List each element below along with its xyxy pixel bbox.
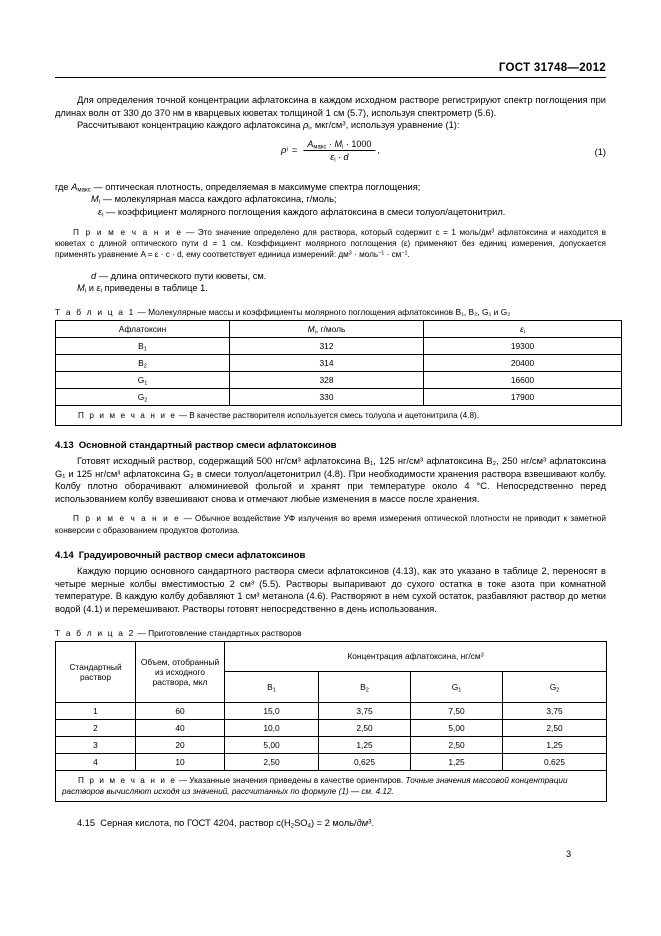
heading-4-13 xyxy=(55,440,606,451)
where-m-symbol: M xyxy=(91,194,99,205)
formula-fraction xyxy=(303,139,375,162)
constant-1000: 1000 xyxy=(351,138,372,149)
def-row-m xyxy=(55,282,606,295)
a-subscript: макс xyxy=(313,144,327,151)
table-2-note-label: П р и м е ч а н и е xyxy=(78,775,177,785)
def-d-text: — длина оптического пути кюветы, см. xyxy=(96,270,267,281)
rho-subscript: i xyxy=(308,124,310,132)
where-eps-symbol: ε xyxy=(98,206,103,217)
table-2-dash: — xyxy=(135,627,149,638)
page-content xyxy=(55,0,606,828)
section-4-15 xyxy=(55,818,606,828)
cell-mass: 314 xyxy=(230,354,424,371)
where-eps-sub: i xyxy=(102,211,104,219)
table-1-head xyxy=(56,320,622,337)
g2-letter: G xyxy=(549,681,557,692)
table-1-note-dash: — xyxy=(176,410,190,420)
cell-b2: 1,25 xyxy=(319,736,411,753)
table-row xyxy=(56,371,622,388)
b2-letter: B xyxy=(360,681,366,692)
intro-paragraph-2 xyxy=(55,119,606,132)
d-symbol: d xyxy=(343,151,349,162)
def-m-sub: i xyxy=(84,287,87,295)
section-4-13-body: Готовят исходный раствор, содержащий 500 нг/см³ афлатоксина B₁, 125 нг/см³ афлатоксина B₂, 250 нг/см³ афлатоксина G₁ и 125 нг/см³ афлатоксина G₂ в смеси толуол/ацетонитрил (4.8). При необходимости хранения раствора взвешивают колбу. Колбу плотно оборачивают алюминиевой фольгой и хранят при температуре около 4 °C. Непосредственно перед использованием колбу взвешивают снова и отмечают любые изменения в массе после хранения. xyxy=(55,455,606,504)
note-part-3: · моль xyxy=(351,250,379,260)
table-row xyxy=(56,337,622,354)
def-d-symbol: d xyxy=(91,270,97,281)
formula-numerator xyxy=(303,139,375,151)
table-2-col-g2 xyxy=(503,672,607,703)
cell-volume: 40 xyxy=(136,719,225,736)
heading-4-13-number: 4.13 xyxy=(55,439,74,451)
table-1-note xyxy=(56,405,622,425)
cell-b2: 0,625 xyxy=(319,753,411,770)
table-row xyxy=(56,388,622,405)
dot-3: · xyxy=(338,151,342,162)
note-label: П р и м е ч а н и е xyxy=(73,514,181,524)
def-row-d xyxy=(55,270,606,283)
aflatoxin-letter: G xyxy=(137,374,145,385)
where-row-eps xyxy=(55,206,606,219)
where-row-m xyxy=(55,193,606,206)
col-m-sub: i xyxy=(314,329,316,336)
where-a-text: — оптическая плотность, определяемая в максимуме спектра поглощения; xyxy=(90,181,421,192)
table-1-note-text: В качестве растворителя используется смесь толуола и ацетонитрила (4.8). xyxy=(189,410,480,420)
table-2-col-b1 xyxy=(225,672,319,703)
where-m-text: — молекулярная масса каждого афлатоксина, г/моль; xyxy=(100,194,337,205)
cell-epsilon: 19300 xyxy=(424,337,622,354)
cell-aflatoxin xyxy=(56,354,230,371)
cell-mass: 312 xyxy=(230,337,424,354)
b2-index: 2 xyxy=(365,687,369,694)
note-sup-3: −1 xyxy=(378,250,385,257)
dot-2: · xyxy=(345,138,349,149)
aflatoxin-letter: B xyxy=(138,357,144,368)
cell-b1: 10,0 xyxy=(225,719,319,736)
cell-epsilon: 17900 xyxy=(424,388,622,405)
dm-sup: 3 xyxy=(368,817,372,825)
note-sup-2: 3 xyxy=(348,250,352,257)
formula-note xyxy=(55,227,606,261)
rho-symbol: ρ xyxy=(302,120,309,131)
table-2-note xyxy=(56,770,607,801)
document-header xyxy=(55,0,606,77)
table-1-col-mass xyxy=(230,320,424,337)
table-2-note-row xyxy=(56,770,607,801)
table-row xyxy=(56,753,607,770)
cell-volume: 20 xyxy=(136,736,225,753)
heading-4-14-title: Градуировочный раствор смеси афлатоксинов xyxy=(78,550,306,562)
cell-solution: 4 xyxy=(56,753,136,770)
cell-b1: 15,0 xyxy=(225,702,319,719)
where-m-sub: i xyxy=(98,198,101,206)
col-eps-symbol: ε xyxy=(520,323,524,334)
b1-index: 1 xyxy=(272,687,276,694)
cell-mass: 330 xyxy=(230,388,424,405)
table-1-body xyxy=(56,337,622,425)
table-1-col-aflatoxin: Афлатоксин xyxy=(56,320,230,337)
table-2-body xyxy=(56,702,607,801)
table-2-col-concentration-group xyxy=(225,641,607,672)
note-dash: — xyxy=(180,514,196,524)
g1-index: 1 xyxy=(458,687,462,694)
formula-lhs: ρ xyxy=(280,144,287,156)
page-number: 3 xyxy=(566,849,572,859)
h2-sub: 2 xyxy=(290,822,295,830)
cell-volume: 60 xyxy=(136,702,225,719)
intro-p2-post: , используя уравнение (1): xyxy=(345,120,460,131)
cell-epsilon: 16600 xyxy=(424,371,622,388)
cell-g1: 5,00 xyxy=(411,719,503,736)
table-row xyxy=(56,354,622,371)
cell-b2: 3,75 xyxy=(319,702,411,719)
def-eps-sub: i xyxy=(100,287,102,295)
standard-number: ГОСТ 31748—2012 xyxy=(498,62,606,74)
header-divider xyxy=(55,77,606,78)
def-eps-symbol: ε xyxy=(96,283,101,294)
heading-4-14-number: 4.14 xyxy=(55,550,74,562)
col-m-symbol: M xyxy=(307,323,315,334)
cell-b2: 2,50 xyxy=(319,719,411,736)
where-definitions xyxy=(55,181,606,219)
def-m-text: приведены в таблице 1. xyxy=(101,283,208,294)
col-eps-sub: i xyxy=(523,329,525,336)
aflatoxin-index: 1 xyxy=(144,380,148,387)
note-sup-4: −1 xyxy=(401,250,408,257)
cell-b1: 2,50 xyxy=(225,753,319,770)
cell-volume: 10 xyxy=(136,753,225,770)
cell-mass: 328 xyxy=(230,371,424,388)
m-symbol: M xyxy=(334,138,342,149)
where-lead: где xyxy=(55,181,72,192)
table-row xyxy=(56,736,607,753)
note-part-4: · см xyxy=(384,250,402,260)
table-1-col-epsilon xyxy=(424,320,622,337)
section-4-13-note xyxy=(55,513,606,536)
epsilon-symbol: ε xyxy=(330,151,335,162)
aflatoxin-index: 1 xyxy=(143,346,147,353)
note-dash: — xyxy=(182,227,198,237)
table-2-col-solution: Стандартный раствор xyxy=(56,641,136,702)
section-4-15-pre: Серная кислота, по ГОСТ 4204, раствор c(H xyxy=(100,817,291,828)
table-1 xyxy=(55,320,622,426)
formula-block xyxy=(55,139,606,175)
note-sup-1: 3 xyxy=(491,228,495,235)
table-2-head xyxy=(56,641,607,702)
where-a-symbol: A xyxy=(71,181,78,192)
section-4-14-body: Каждую порцию основного сандартного раствора смеси афлатоксинов (4.13), как это указано в таблице 2, переносят в четыре мерные колбы вместимостью 2 см³ (5.5). Растворы выпаривают до сухого остатка в токе азота при комнатной температуре. В каждую колбу добавляют 1 см³ метанола (4.6). Растворяют в нем сухой остаток, разбавляют раствор до метки водой (4.1) и перемешивают. Растворы готовят непосредственно в день использования. xyxy=(55,566,606,614)
g2-index: 2 xyxy=(556,687,560,694)
section-4-15-number: 4.15 xyxy=(77,817,96,828)
formula-denominator xyxy=(326,151,352,162)
aflatoxin-letter: B xyxy=(138,340,144,351)
section-4-15-end: . xyxy=(371,817,375,828)
table-2-header-row-1 xyxy=(56,641,607,672)
b1-letter: B xyxy=(267,681,273,692)
g1-letter: G xyxy=(451,681,459,692)
def-m-symbol: M xyxy=(77,283,85,294)
a-symbol: A xyxy=(307,138,314,149)
cell-g2: 1,25 xyxy=(503,736,607,753)
table-2-caption xyxy=(55,628,606,638)
cell-g2: 2,50 xyxy=(503,719,607,736)
cell-b1: 5,00 xyxy=(225,736,319,753)
def-and: и xyxy=(86,283,97,294)
col-m-suffix: , г/моль xyxy=(315,323,346,334)
where-row-a xyxy=(55,181,606,194)
table-1-dash: — xyxy=(135,306,149,317)
table-1-caption xyxy=(55,307,606,317)
cell-solution: 1 xyxy=(56,702,136,719)
table-2-label: Т а б л и ц а 2 xyxy=(55,627,136,638)
table-1-header-row xyxy=(56,320,622,337)
table-2 xyxy=(55,641,607,802)
heading-4-14 xyxy=(55,550,606,561)
epsilon-subscript: i xyxy=(334,157,336,164)
note-part-1: Это значение определено для раствора, который содержит c = 1 моль/дм xyxy=(197,227,492,237)
intro-p2-pre: Рассчитывают концентрацию каждого афлатоксина xyxy=(77,120,303,131)
table-2-note-plain: Указанные значения приведены в качестве ориентиров. xyxy=(189,775,406,785)
cell-aflatoxin xyxy=(56,388,230,405)
cell-g1: 2,50 xyxy=(411,736,503,753)
section-4-15-post: ) = 2 моль/ xyxy=(310,817,357,828)
where-a-sub: макс xyxy=(77,186,91,194)
table-1-note-label: П р и м е ч а н и е xyxy=(78,410,177,420)
group-header-sup: 3 xyxy=(480,652,484,659)
intro-p2-mid: , мкг/см xyxy=(309,120,343,131)
cell-g2: 3,75 xyxy=(503,702,607,719)
table-1-label: Т а б л и ц а 1 xyxy=(55,306,136,317)
aflatoxin-letter: G xyxy=(137,391,145,402)
cell-aflatoxin xyxy=(56,337,230,354)
cm-cubed-sup: 3 xyxy=(342,120,346,128)
table-2-note-dash: — xyxy=(176,775,190,785)
table-2-col-volume: Объем, отобранный из исходного раствора, мкл xyxy=(136,641,225,702)
equation-1: ρ i = $\frac{A_{макс} \cdot M_i \cdot 1000}{\varepsilon_i \cdot d}$ , xyxy=(280,138,381,164)
formula-equals: = xyxy=(291,144,298,156)
heading-4-13-title: Основной стандартный раствор смеси афлатоксинов xyxy=(78,439,337,451)
table-2-col-b2 xyxy=(319,672,411,703)
note-text: Обычное воздействие УФ излучения во время измерения оптической плотности не приводит к заметной конверсии с образованием продуктов фотолиза. xyxy=(55,514,606,535)
table-1-title: Молекулярные массы и коэффициенты молярного поглощения афлатоксинов B₁, B₂, G₁ и G₂ xyxy=(148,306,511,317)
cell-epsilon: 20400 xyxy=(424,354,622,371)
formula-comma: , xyxy=(377,144,381,156)
section-4-15-mid: SO xyxy=(294,817,308,828)
intro-paragraph-1: Для определения точной концентрации афлатоксина в каждом исходном растворе регистрируют спектр поглощения при длинах волн от 330 до 370 нм в кварцевых кюветах толщиной 1 см (5.7), используя спектрометр (5.6). xyxy=(55,95,606,118)
m-subscript: i xyxy=(341,144,344,151)
table-2-title: Приготовление стандартных растворов xyxy=(148,627,302,638)
table-row xyxy=(56,702,607,719)
aflatoxin-index: 2 xyxy=(144,397,148,404)
cell-solution: 3 xyxy=(56,736,136,753)
table-2-note-italic: Точные значения массовой концентрации растворов вычисляют исходя из значений, рассчитанных по формуле (1) — см. 4.12. xyxy=(62,775,568,796)
dm-unit: дм xyxy=(356,817,369,828)
note-part-5: . xyxy=(407,250,410,260)
equation-number: (1) xyxy=(594,146,606,157)
dot-1: · xyxy=(328,138,332,149)
cell-solution: 2 xyxy=(56,719,136,736)
note-label: П р и м е ч а н и е xyxy=(73,227,183,237)
o4-sub: 4 xyxy=(307,822,311,830)
cell-aflatoxin xyxy=(56,371,230,388)
group-header-text: Концентрация афлатоксина, нг/см xyxy=(347,651,481,662)
cell-g1: 1,25 xyxy=(411,753,503,770)
cell-g1: 7,50 xyxy=(411,702,503,719)
table-row xyxy=(56,719,607,736)
note-part-2: афлатоксина и находится в кюветах с длиной оптического пути d = 1 см. Коэффициент молярного поглощения (ε) применяют без единиц измерения, допускается применять уравнение A = ε · c · d, ему соответствует единица измерений: дм xyxy=(55,227,607,260)
table-2-col-g1 xyxy=(411,672,503,703)
aflatoxin-index: 2 xyxy=(143,363,147,370)
cell-g2: 0,625 xyxy=(503,753,607,770)
symbol-definitions xyxy=(55,270,606,295)
table-1-note-row xyxy=(56,405,622,425)
where-eps-text: — коэффициент молярного поглощения каждого афлатоксина в смеси толуол/ацетонитрил. xyxy=(103,206,506,217)
